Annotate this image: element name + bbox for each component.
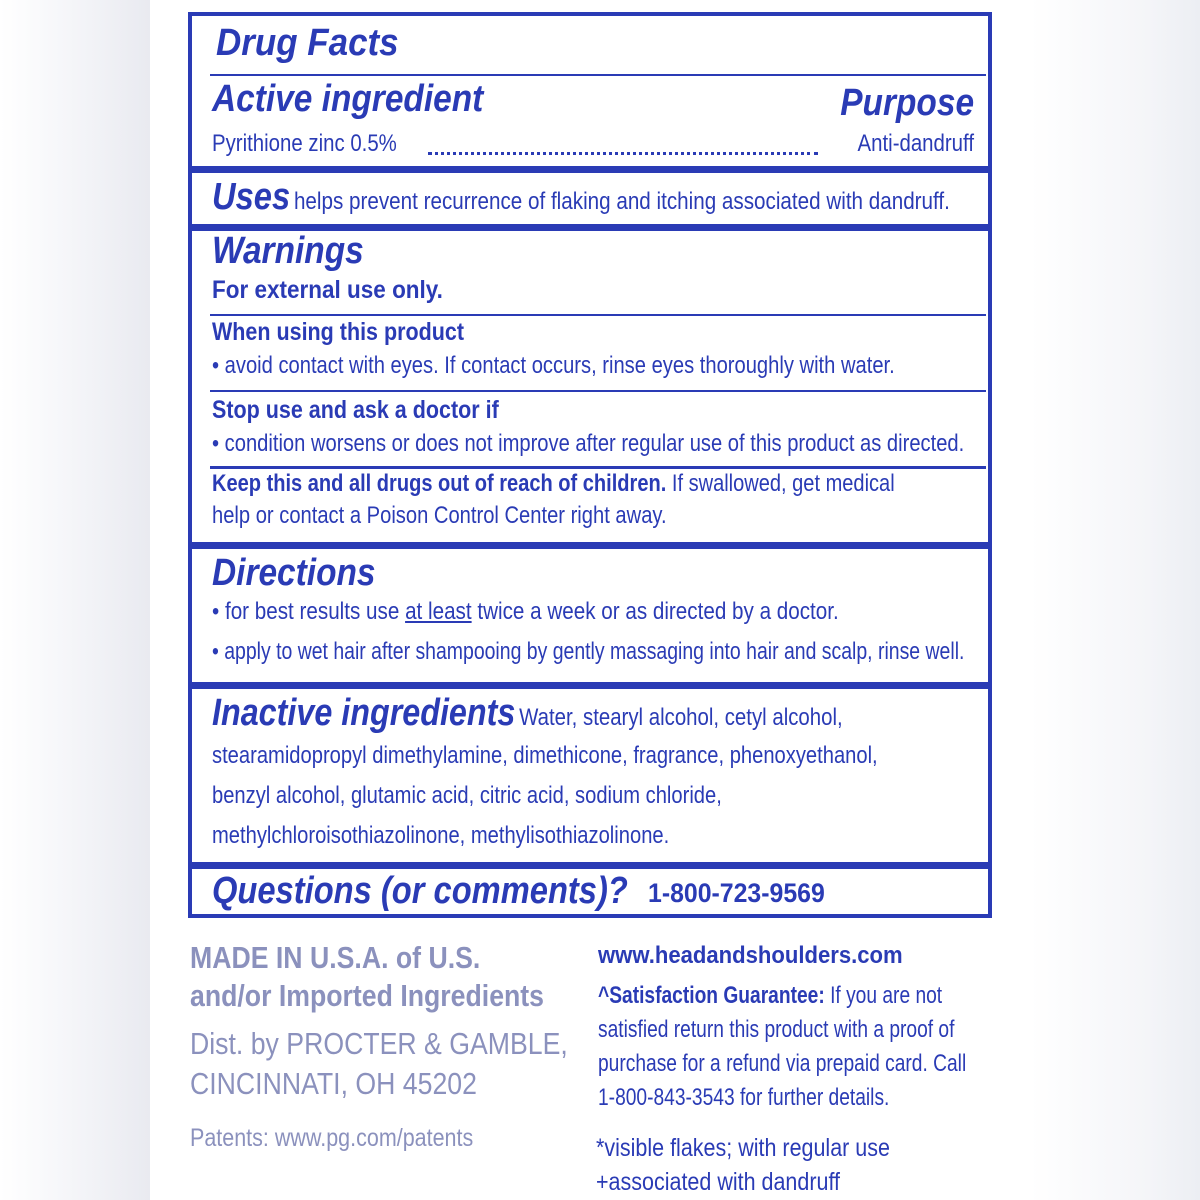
section-bar: [192, 542, 988, 549]
guarantee-bold: ^Satisfaction Guarantee:: [598, 982, 825, 1009]
section-bar: [192, 862, 988, 869]
inactive-section: [212, 692, 843, 735]
uses-text: helps prevent recurrence of flaking and itching associated with dandruff.: [293, 188, 950, 215]
keep-out-line2: help or contact a Poison Control Center right away.: [212, 502, 667, 529]
directions-item-2: • apply to wet hair after shampooing by gently massaging into hair and scalp, rinse well.: [212, 638, 965, 665]
phone-number: 1-800-723-9569: [648, 878, 825, 908]
questions-heading: Questions (or comments)?: [212, 870, 628, 912]
footnote-associated: +associated with dandruff: [596, 1168, 841, 1196]
inactive-line3: benzyl alcohol, glutamic acid, citric acid, sodium chloride,: [212, 782, 722, 809]
keep-out-text: [212, 470, 895, 498]
inactive-line4: methylchloroisothiazolinone, methylisothiazolinone.: [212, 822, 670, 849]
purpose-value: Anti-dandruff: [857, 130, 974, 157]
directions-1u: at least: [405, 598, 472, 625]
inactive-line2: stearamidopropyl dimethylamine, dimethicone, fragrance, phenoxyethanol,: [212, 742, 878, 769]
stop-use-text: • condition worsens or does not improve after regular use of this product as directed.: [212, 430, 965, 457]
guarantee-1: If you are not: [824, 982, 943, 1009]
guarantee-line4: 1-800-843-3543 for further details.: [598, 1084, 890, 1111]
inactive-heading: Inactive ingredients: [212, 692, 516, 734]
purpose-heading: Purpose: [840, 82, 974, 124]
active-ingredient-heading: Active ingredient: [212, 78, 484, 120]
guarantee-line2: satisfied return this product with a proof of: [598, 1016, 955, 1043]
distributor-line1: Dist. by PROCTER & GAMBLE,: [190, 1026, 568, 1061]
divider: [210, 314, 986, 316]
divider: [210, 466, 986, 469]
divider: [210, 390, 986, 392]
directions-heading: Directions: [212, 552, 376, 594]
distributor-line2: CINCINNATI, OH 45202: [190, 1066, 477, 1101]
warnings-heading: Warnings: [212, 230, 364, 272]
section-bar: [192, 682, 988, 689]
bottle-edge-right: [1030, 0, 1200, 1200]
guarantee-line1: [598, 982, 942, 1010]
divider: [210, 74, 986, 76]
external-use-text: For external use only.: [212, 276, 443, 304]
uses-section: [212, 176, 950, 219]
drug-facts-panel: [188, 12, 992, 918]
inactive-line1: Water, stearyl alcohol, cetyl alcohol,: [519, 704, 843, 731]
made-in-line2: and/or Imported Ingredients: [190, 978, 545, 1013]
guarantee-line3: purchase for a refund via prepaid card. Call: [598, 1050, 967, 1077]
keep-out-bold: Keep this and all drugs out of reach of children.: [212, 470, 667, 497]
section-bar: [192, 166, 988, 173]
directions-1b: twice a week or as directed by a doctor.: [471, 598, 839, 625]
uses-heading: Uses: [212, 176, 291, 218]
active-ingredient-value: Pyrithione zinc 0.5%: [212, 130, 397, 157]
directions-1a: • for best results use: [212, 598, 406, 625]
drug-facts-title: Drug Facts: [216, 22, 399, 64]
patents-text: Patents: www.pg.com/patents: [190, 1124, 474, 1152]
keep-out-rest: If swallowed, get medical: [671, 470, 895, 497]
made-in-line1: MADE IN U.S.A. of U.S.: [190, 940, 481, 975]
stop-use-heading: Stop use and ask a doctor if: [212, 396, 499, 424]
website-text: www.headandshoulders.com: [598, 942, 903, 969]
directions-item-1: [212, 598, 839, 626]
dot-leader: [428, 152, 818, 155]
bottle-edge-left: [0, 0, 150, 1200]
when-using-text: • avoid contact with eyes. If contact occurs, rinse eyes thoroughly with water.: [212, 352, 895, 379]
when-using-heading: When using this product: [212, 318, 465, 346]
footnote-visible-flakes: *visible flakes; with regular use: [596, 1134, 890, 1162]
